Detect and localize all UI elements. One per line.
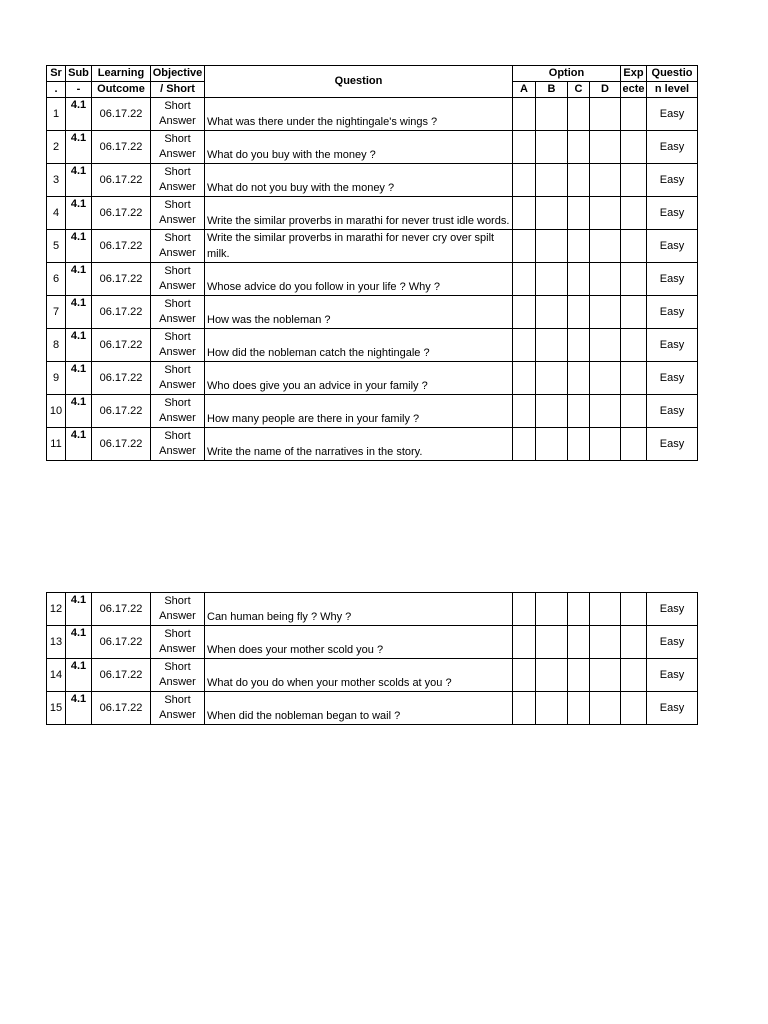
cell-question-level: Easy [647, 659, 698, 692]
cell-objective [151, 263, 205, 296]
cell-objective [151, 164, 205, 197]
header-option: Option [513, 66, 621, 82]
cell-question: What do you do when your mother scolds at you ? [205, 659, 513, 692]
cell-option-d [590, 263, 621, 296]
cell-option-b [536, 626, 568, 659]
cell-option-d [590, 197, 621, 230]
cell-option-a [513, 164, 536, 197]
cell-objective [151, 395, 205, 428]
cell-question: Whose advice do you follow in your life ? Why ? [205, 263, 513, 296]
cell-option-c [568, 593, 590, 626]
cell-expected [621, 230, 647, 263]
cell-objective-line2: Answer [159, 346, 196, 358]
cell-question-level: Easy [647, 131, 698, 164]
cell-option-c [568, 626, 590, 659]
cell-option-a [513, 626, 536, 659]
cell-question: Who does give you an advice in your family ? [205, 362, 513, 395]
cell-question-level: Easy [647, 296, 698, 329]
question-table-top [46, 65, 697, 461]
cell-sub: 4.1 [66, 230, 92, 263]
cell-question-level: Easy [647, 395, 698, 428]
cell-question-level: Easy [647, 98, 698, 131]
cell-option-a [513, 263, 536, 296]
questions-table [46, 65, 698, 461]
cell-question-level: Easy [647, 230, 698, 263]
cell-option-a [513, 395, 536, 428]
cell-objective [151, 329, 205, 362]
cell-objective [151, 197, 205, 230]
cell-learning-outcome: 06.17.22 [92, 98, 151, 131]
cell-option-d [590, 659, 621, 692]
cell-sr: 7 [47, 296, 66, 329]
cell-learning-outcome: 06.17.22 [92, 230, 151, 263]
cell-sr: 9 [47, 362, 66, 395]
cell-expected [621, 593, 647, 626]
cell-learning-outcome: 06.17.22 [92, 626, 151, 659]
cell-sr: 4 [47, 197, 66, 230]
cell-option-d [590, 626, 621, 659]
cell-sr: 6 [47, 263, 66, 296]
cell-option-b [536, 263, 568, 296]
cell-sr: 13 [47, 626, 66, 659]
cell-option-d [590, 296, 621, 329]
header-objective-2: / Short [151, 82, 205, 98]
cell-expected [621, 197, 647, 230]
cell-question: What do you buy with the money ? [205, 131, 513, 164]
cell-sub: 4.1 [66, 164, 92, 197]
cell-objective [151, 230, 205, 263]
cell-option-b [536, 296, 568, 329]
header-question-level: Questio [647, 66, 698, 82]
cell-question-level: Easy [647, 197, 698, 230]
cell-expected [621, 659, 647, 692]
cell-question-level: Easy [647, 428, 698, 461]
cell-option-c [568, 164, 590, 197]
cell-question-level: Easy [647, 362, 698, 395]
cell-option-b [536, 131, 568, 164]
cell-question: How did the nobleman catch the nightingale ? [205, 329, 513, 362]
cell-question: Write the similar proverbs in marathi for never trust idle words. [205, 197, 513, 230]
cell-question-level: Easy [647, 593, 698, 626]
cell-objective-line2: Answer [159, 643, 196, 655]
cell-sub: 4.1 [66, 263, 92, 296]
cell-option-b [536, 197, 568, 230]
header-learning-outcome: Learning [92, 66, 151, 82]
cell-question-level: Easy [647, 626, 698, 659]
cell-sr: 12 [47, 593, 66, 626]
cell-objective-line2: Answer [159, 148, 196, 160]
cell-option-d [590, 593, 621, 626]
cell-sr: 15 [47, 692, 66, 725]
cell-objective-line1: Short [164, 628, 191, 640]
cell-expected [621, 692, 647, 725]
cell-option-d [590, 428, 621, 461]
cell-sr: 5 [47, 230, 66, 263]
cell-learning-outcome: 06.17.22 [92, 197, 151, 230]
cell-learning-outcome: 06.17.22 [92, 329, 151, 362]
cell-objective [151, 692, 205, 725]
cell-objective-line2: Answer [159, 379, 196, 391]
cell-objective-line1: Short [164, 331, 191, 343]
header-sub: Sub [66, 66, 92, 82]
header-expected-2: ecte [621, 82, 647, 98]
cell-question-level: Easy [647, 263, 698, 296]
cell-question: Write the similar proverbs in marathi for never cry over spilt milk. [205, 230, 513, 263]
cell-objective [151, 131, 205, 164]
cell-learning-outcome: 06.17.22 [92, 428, 151, 461]
header-row [47, 66, 698, 82]
cell-option-d [590, 98, 621, 131]
cell-sr: 8 [47, 329, 66, 362]
cell-sr: 1 [47, 98, 66, 131]
cell-option-c [568, 428, 590, 461]
cell-question: Write the name of the narratives in the story. [205, 428, 513, 461]
table-row [47, 692, 698, 725]
cell-objective-line2: Answer [159, 280, 196, 292]
cell-option-b [536, 692, 568, 725]
table-row [47, 131, 698, 164]
cell-objective-line2: Answer [159, 313, 196, 325]
header-question-level-2: n level [647, 82, 698, 98]
cell-option-b [536, 428, 568, 461]
cell-option-a [513, 428, 536, 461]
table-row [47, 626, 698, 659]
cell-question: When did the nobleman began to wail ? [205, 692, 513, 725]
questions-table-continued [46, 592, 698, 725]
cell-sub: 4.1 [66, 329, 92, 362]
cell-option-c [568, 263, 590, 296]
cell-option-c [568, 659, 590, 692]
cell-objective-line1: Short [164, 595, 191, 607]
header-sub-2: - [66, 82, 92, 98]
cell-sub: 4.1 [66, 593, 92, 626]
cell-sub: 4.1 [66, 131, 92, 164]
cell-expected [621, 329, 647, 362]
cell-sub: 4.1 [66, 659, 92, 692]
cell-objective-line2: Answer [159, 247, 196, 259]
cell-learning-outcome: 06.17.22 [92, 164, 151, 197]
cell-question-level: Easy [647, 692, 698, 725]
cell-option-d [590, 692, 621, 725]
cell-objective-line1: Short [164, 694, 191, 706]
cell-objective-line1: Short [164, 232, 191, 244]
cell-learning-outcome: 06.17.22 [92, 395, 151, 428]
cell-objective [151, 626, 205, 659]
cell-option-d [590, 395, 621, 428]
cell-sr: 10 [47, 395, 66, 428]
cell-option-c [568, 692, 590, 725]
table-row [47, 593, 698, 626]
cell-objective [151, 98, 205, 131]
cell-sub: 4.1 [66, 692, 92, 725]
cell-sr: 14 [47, 659, 66, 692]
cell-objective [151, 362, 205, 395]
cell-option-c [568, 230, 590, 263]
cell-learning-outcome: 06.17.22 [92, 263, 151, 296]
cell-option-c [568, 98, 590, 131]
cell-option-d [590, 362, 621, 395]
cell-objective-line1: Short [164, 133, 191, 145]
cell-option-a [513, 98, 536, 131]
cell-question-level: Easy [647, 329, 698, 362]
cell-objective-line2: Answer [159, 445, 196, 457]
cell-option-b [536, 98, 568, 131]
cell-objective [151, 296, 205, 329]
cell-option-d [590, 131, 621, 164]
cell-option-c [568, 329, 590, 362]
cell-question: What was there under the nightingale's wings ? [205, 98, 513, 131]
cell-sub: 4.1 [66, 197, 92, 230]
cell-expected [621, 296, 647, 329]
table-row [47, 395, 698, 428]
table-row [47, 230, 698, 263]
cell-option-a [513, 692, 536, 725]
cell-question: Can human being fly ? Why ? [205, 593, 513, 626]
cell-sr: 11 [47, 428, 66, 461]
cell-option-b [536, 329, 568, 362]
question-table-bottom [46, 592, 697, 725]
header-expected: Exp [621, 66, 647, 82]
cell-option-d [590, 164, 621, 197]
table-row [47, 362, 698, 395]
cell-objective [151, 428, 205, 461]
cell-option-a [513, 593, 536, 626]
table-row [47, 164, 698, 197]
cell-learning-outcome: 06.17.22 [92, 692, 151, 725]
cell-expected [621, 362, 647, 395]
cell-sub: 4.1 [66, 428, 92, 461]
cell-sub: 4.1 [66, 362, 92, 395]
cell-objective-line2: Answer [159, 181, 196, 193]
cell-sub: 4.1 [66, 296, 92, 329]
cell-option-b [536, 593, 568, 626]
cell-question-level: Easy [647, 164, 698, 197]
cell-expected [621, 395, 647, 428]
cell-option-c [568, 362, 590, 395]
cell-objective-line1: Short [164, 661, 191, 673]
table-row [47, 98, 698, 131]
cell-question: How many people are there in your family ? [205, 395, 513, 428]
cell-expected [621, 98, 647, 131]
header-option-a: A [513, 82, 536, 98]
cell-objective-line2: Answer [159, 115, 196, 127]
header-option-d: D [590, 82, 621, 98]
cell-objective [151, 593, 205, 626]
table-row [47, 428, 698, 461]
cell-sr: 2 [47, 131, 66, 164]
cell-objective-line1: Short [164, 298, 191, 310]
cell-sub: 4.1 [66, 98, 92, 131]
cell-expected [621, 131, 647, 164]
cell-objective-line2: Answer [159, 709, 196, 721]
cell-option-a [513, 329, 536, 362]
cell-learning-outcome: 06.17.22 [92, 296, 151, 329]
header-sr-2: . [47, 82, 66, 98]
table-row [47, 263, 698, 296]
cell-option-b [536, 230, 568, 263]
header-question: Question [205, 66, 513, 98]
cell-objective-line1: Short [164, 166, 191, 178]
cell-question: When does your mother scold you ? [205, 626, 513, 659]
cell-expected [621, 428, 647, 461]
table-row [47, 329, 698, 362]
cell-expected [621, 626, 647, 659]
cell-objective-line1: Short [164, 100, 191, 112]
header-option-b: B [536, 82, 568, 98]
cell-option-a [513, 362, 536, 395]
cell-option-b [536, 164, 568, 197]
cell-option-a [513, 131, 536, 164]
cell-option-a [513, 197, 536, 230]
cell-learning-outcome: 06.17.22 [92, 593, 151, 626]
cell-objective-line1: Short [164, 199, 191, 211]
cell-question: How was the nobleman ? [205, 296, 513, 329]
cell-option-c [568, 296, 590, 329]
header-objective: Objective [151, 66, 205, 82]
cell-option-b [536, 659, 568, 692]
cell-objective [151, 659, 205, 692]
cell-objective-line1: Short [164, 430, 191, 442]
cell-option-a [513, 296, 536, 329]
cell-objective-line2: Answer [159, 214, 196, 226]
cell-objective-line2: Answer [159, 412, 196, 424]
table-row [47, 197, 698, 230]
cell-expected [621, 164, 647, 197]
cell-objective-line2: Answer [159, 676, 196, 688]
table-row [47, 296, 698, 329]
table-row [47, 659, 698, 692]
header-sr: Sr [47, 66, 66, 82]
cell-option-a [513, 230, 536, 263]
cell-sr: 3 [47, 164, 66, 197]
cell-objective-line1: Short [164, 397, 191, 409]
cell-option-c [568, 395, 590, 428]
cell-option-d [590, 230, 621, 263]
cell-question: What do not you buy with the money ? [205, 164, 513, 197]
cell-expected [621, 263, 647, 296]
cell-objective-line1: Short [164, 265, 191, 277]
header-option-c: C [568, 82, 590, 98]
cell-option-d [590, 329, 621, 362]
cell-option-b [536, 395, 568, 428]
cell-option-c [568, 197, 590, 230]
cell-objective-line2: Answer [159, 610, 196, 622]
cell-learning-outcome: 06.17.22 [92, 131, 151, 164]
cell-learning-outcome: 06.17.22 [92, 362, 151, 395]
cell-objective-line1: Short [164, 364, 191, 376]
cell-option-a [513, 659, 536, 692]
cell-option-b [536, 362, 568, 395]
header-learning-outcome-2: Outcome [92, 82, 151, 98]
cell-learning-outcome: 06.17.22 [92, 659, 151, 692]
cell-sub: 4.1 [66, 395, 92, 428]
cell-option-c [568, 131, 590, 164]
cell-sub: 4.1 [66, 626, 92, 659]
